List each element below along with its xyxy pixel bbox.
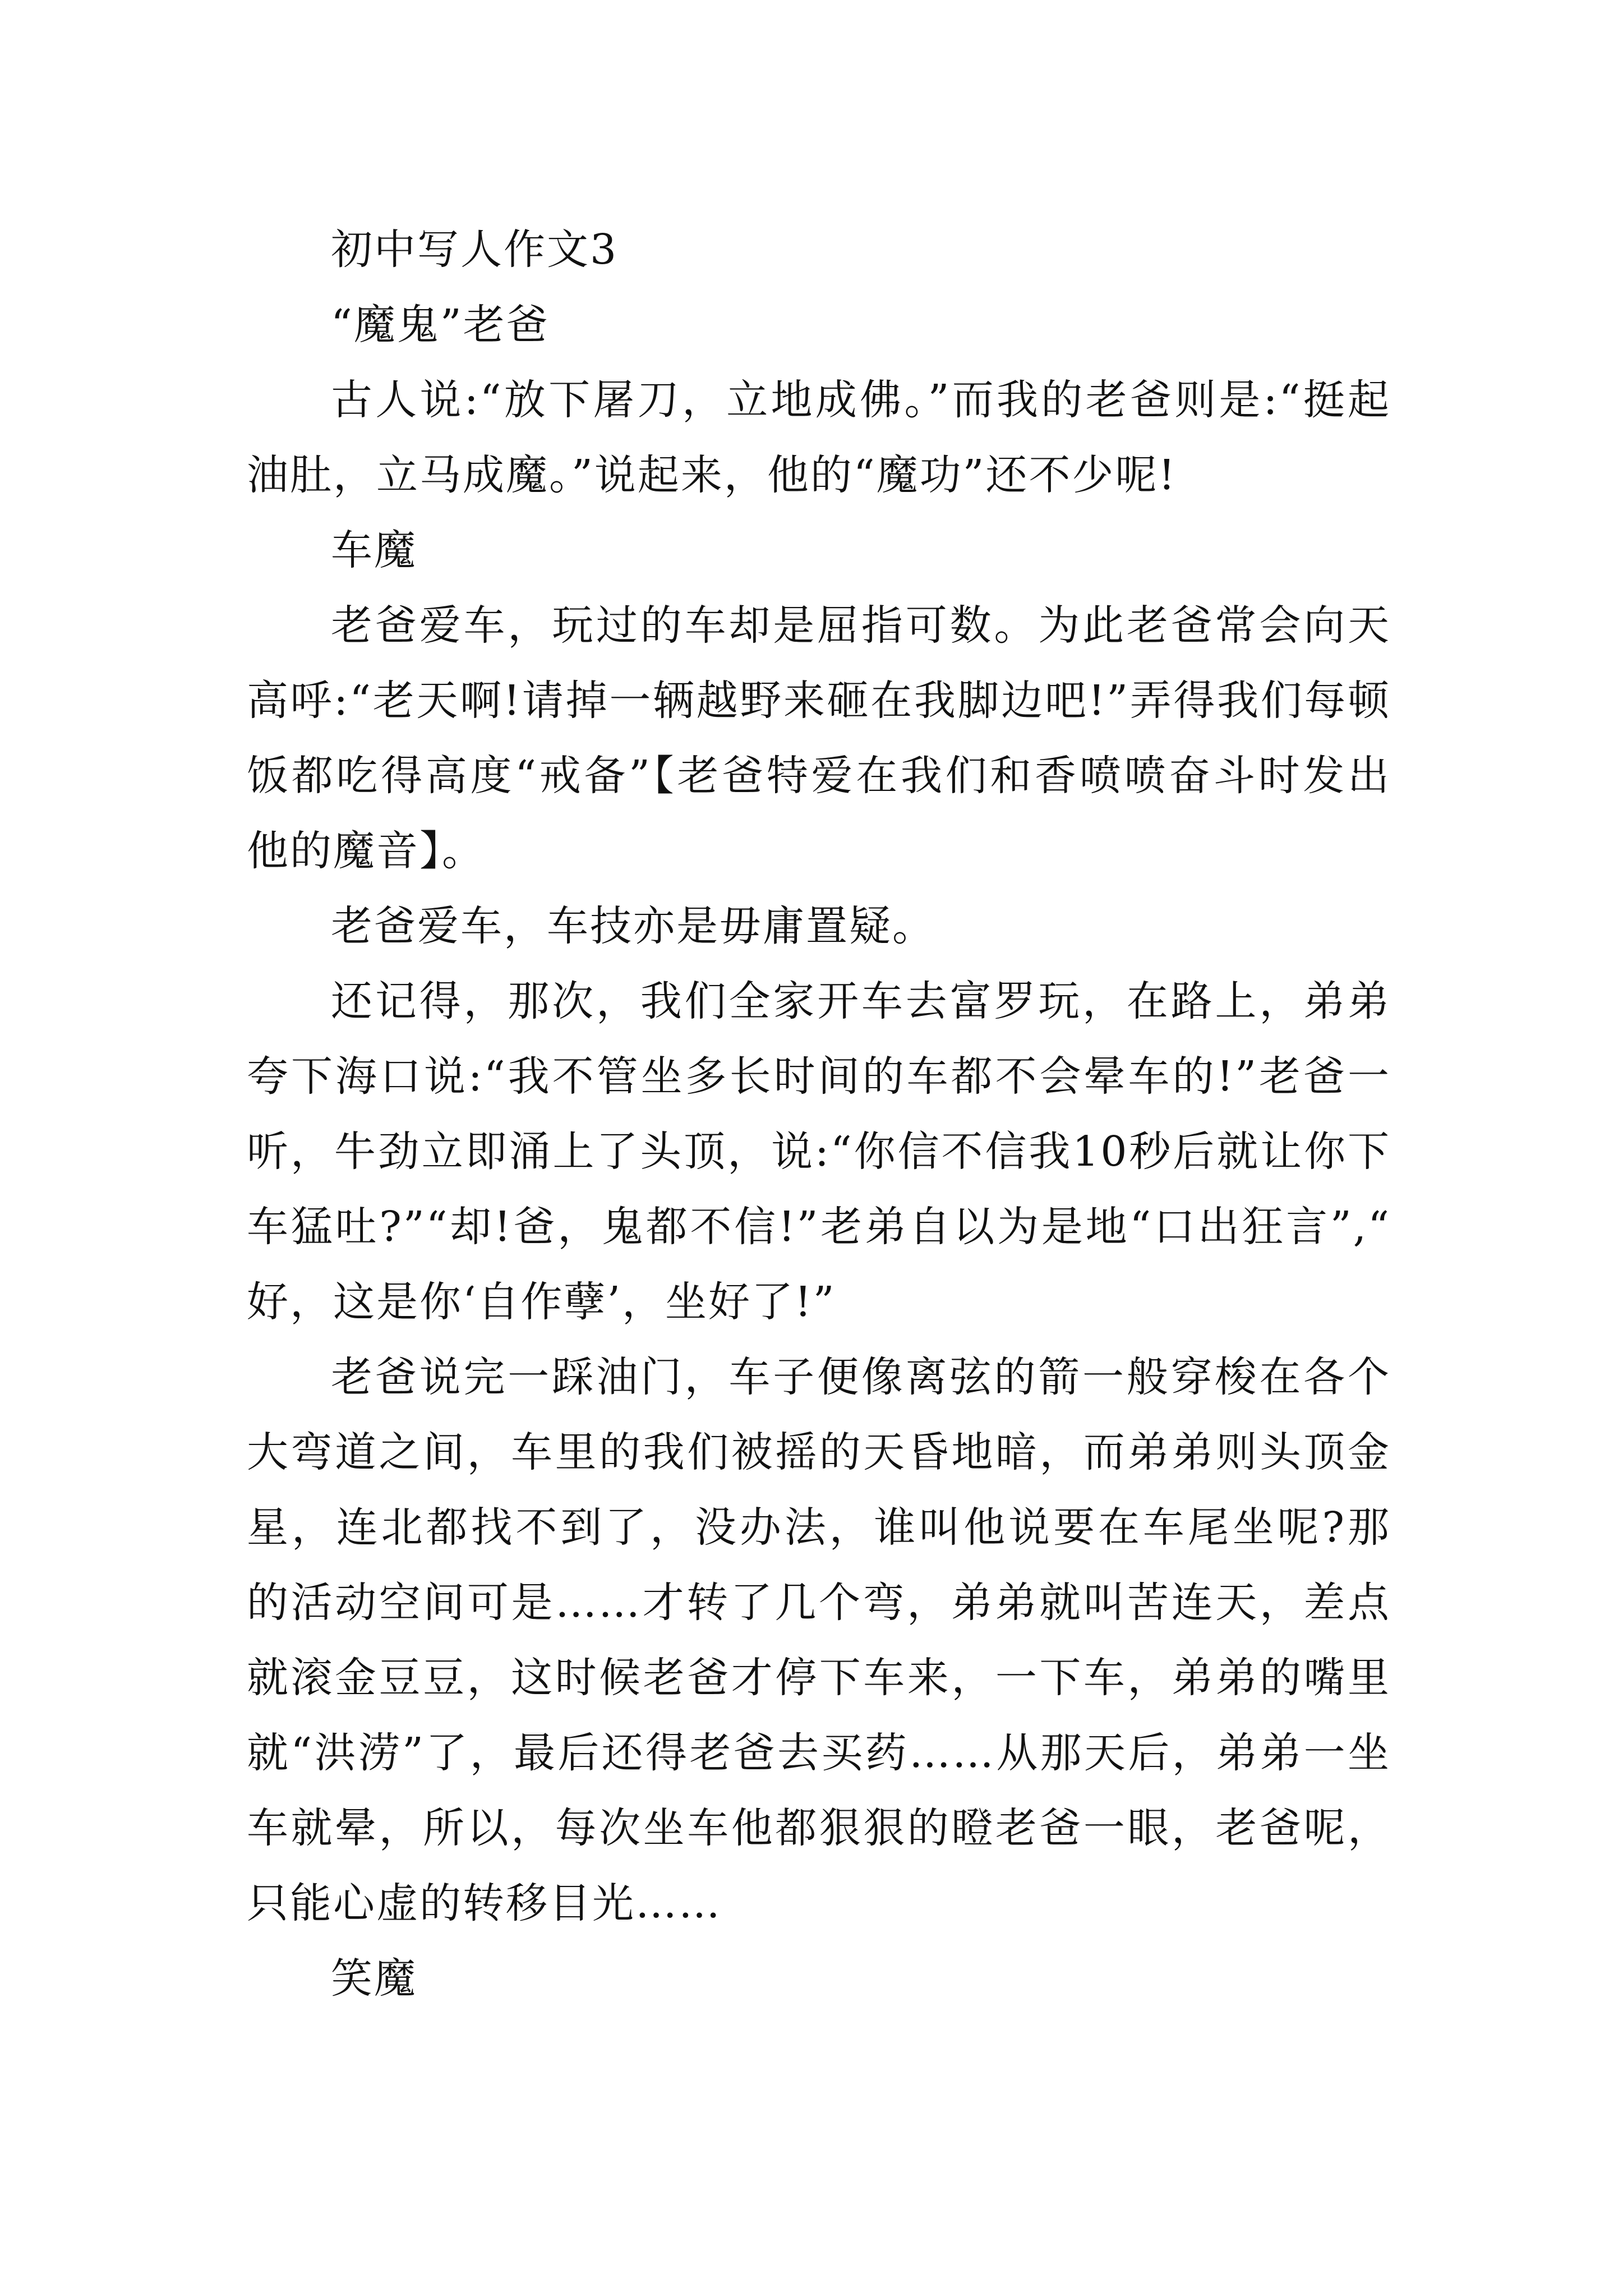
body-paragraph: 老爸爱车，玩过的车却是屈指可数。为此老爸常会向天高呼:“老天啊!请掉一辆越野来砸在我脚边吧!”弄得我们每顿饭都吃得高度“戒备”【老爸特爱在我们和香喷喷奋斗时发出他的魔音】。	[247, 601, 1391, 875]
essay-series-title: 初中写人作文3	[331, 226, 619, 274]
document-body	[247, 212, 1391, 2016]
essay-title: “魔鬼”老爸	[331, 301, 550, 349]
body-paragraph: 老爸说完一踩油门，车子便像离弦的箭一般穿梭在各个大弯道之间，车里的我们被摇的天昏地暗，而弟弟则头顶金星，连北都找不到了，没办法，谁叫他说要在车尾坐呢?那的活动空间可是……才转了几个弯，弟弟就叫苦连天，差点就滚金豆豆，这时候老爸才停下车来，一下车，弟弟的嘴里就“洪涝”了，最后还得老爸去买药……从那天后，弟弟一坐车就晕，所以，每次坐车他都狠狠的瞪老爸一眼，老爸呢，只能心虚的转移目光……	[247, 1353, 1391, 1927]
section-heading-car-demon: 车魔	[331, 526, 417, 574]
body-paragraph: 老爸爱车，车技亦是毋庸置疑。	[331, 902, 935, 950]
section-heading-laugh-demon: 笑魔	[331, 1954, 417, 2003]
intro-paragraph: 古人说:“放下屠刀，立地成佛。”而我的老爸则是:“挺起油肚，立马成魔。”说起来，他的“魔功”还不少呢!	[247, 376, 1391, 499]
body-paragraph: 还记得，那次，我们全家开车去富罗玩，在路上，弟弟夸下海口说:“我不管坐多长时间的车都不会晕车的!”老爸一听，牛劲立即涌上了头顶，说:“你信不信我10秒后就让你下车猛吐?”“却!爸，鬼都不信!”老弟自以为是地“口出狂言”,“好，这是你‘自作孽’，坐好了!”	[247, 977, 1391, 1326]
